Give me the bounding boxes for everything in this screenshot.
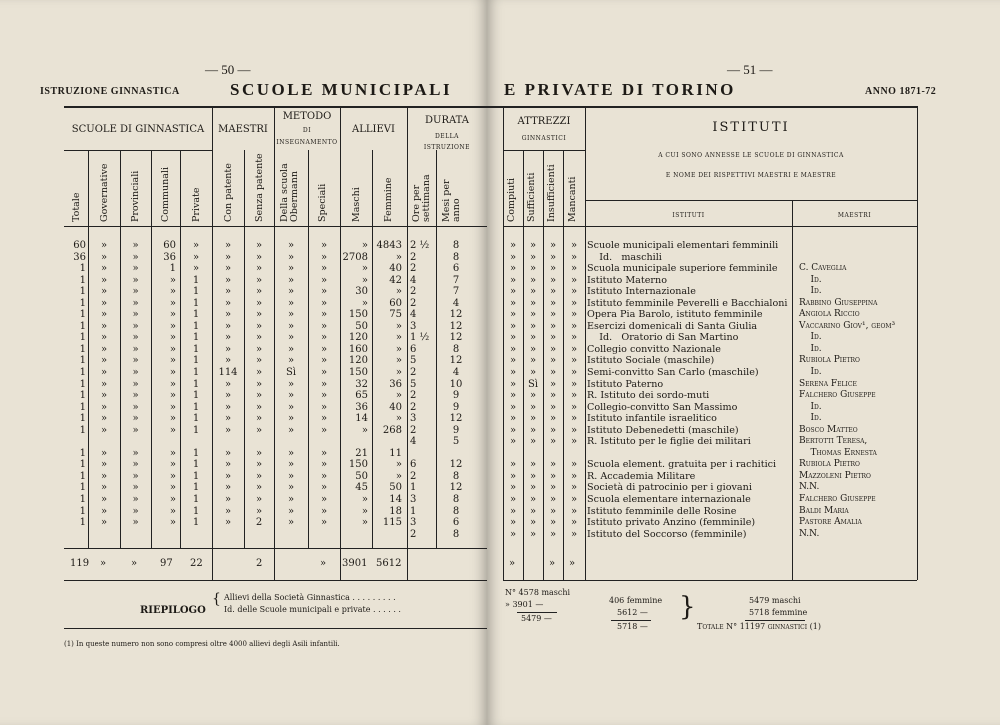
col-speciali: » » » » » » » » » » » » » » » » » » » » » » » » [320, 240, 328, 529]
col-femmine: 4843 » 40 42 » 60 75 » » » » » 36 » 40 » 268 11 » » 50 14 18 115 [376, 240, 402, 529]
col-sufficienti: » » » » » » » » » » » » Sì » » » » » » » » » » » » [527, 240, 539, 540]
table-top-rule [64, 106, 487, 108]
left-page: ISTRUZIONE GINNASTICA — 50 — SCUOLE MUNICIPALI SCUOLE DI GINNASTICA MAESTRI METODO DI INSEGNAMENTO ALLIEVI DURATA DELLA ISTRUZIONE Totale Governative Provinciali Communali Private Con patente Senza patente Della scuola Obermann Speciali Maschi Femmine Ore per settimana Mesi per anno 60 36 1 1 1 1 1 1 1 1 1 1 1 1 1 1 1 1 1 1 1 1 1 1 » » » » » » » » » » » » » » » » » » » » » » » » » » » » » » » » » » » » » » » » » » » » » » » » 60 36 1 » » » » » » » » » » » » » » » » » » » » » » » » 1 1 1 1 1 1 1 1 1 1 1 1 1 1 1 1 1 1 1 1 1 » » » » » » » » » » » 114 » » » » » » » » » » » » » » » » » » » » » » » » » » » » » » » » » » » 2 » » » » » » » » » » » Sì » » » » » » » » » » » » » » » » » » » » » » » » » » » » » » » » » » » » » 2708 » » 30 » 150 50 120 160 120 150 32 65 36 14 » 21 150 50 45 » » » 4843 » 40 42 » 60 75 » » » » » 36 » 40 » 268 11 » » 50 14 18 115 2 ½ 2 2 4 2 2 4 3 1 ½ 6 5 2 5 2 2 3 2 4 6 2 1 3 1 3 2 8 8 6 7 7 4 12 12 12 8 12 4 10 9 9 12 9 5 12 8 12 8 8 6 8 119 » » 97 22 2 » 3901 5612 RIEPILOGO { Allievi della Società Ginnastica . . . . . . . . . Id. delle Scuole municipali e private . . . . . . (1) In queste numero non sono compresi oltre 4000 allievi degli Asili infantili. [0, 0, 487, 725]
riepilogo-label: RIEPILOGO [140, 605, 206, 616]
col-compiuti: » » » » » » » » » » » » » » » » » » » » » » » » » [509, 240, 517, 540]
header-attrezzi: ATTREZZI [517, 116, 571, 127]
right-page: — 51 — E PRIVATE DI TORINO ANNO 1871-72 ATTREZZI GINNASTICI Compiuti Sufficienti Insufficienti Mancanti ISTITUTI A CUI SONO ANNESSE LE SCUOLE DI GINNASTICA E NOME DEI RISPETTIVI MAESTRI E MAESTRE ISTITUTI MAESTRI » » » » » » » » » » » » » » » » » » » » » » » » » » » » » » » » » » » » » Sì » » » » » » » » » » » » » » » » » » » » » » » » » » » » » » » » » » » » » » » » » » » » » » » » » » » » » » » » » » » » » » Scuole municipali elementari femminili Id. maschili Scuola municipale superiore femminile Istituto Materno Istituto Internazionale Istituto femminile Peverelli e Bacchialoni Opera Pia Barolo, istituto femminile Esercizi domenicali di Santa Giulia Id. Oratorio di San Martino Collegio convitto Nazionale Istituto Sociale (maschile) Semi-convitto San Carlo (maschile) Istituto Paterno R. Istituto dei sordo-muti Collegio-convitto San Massimo Istituto infantile israelitico Istituto Debenedetti (maschile) R. Istituto per le figlie dei militari Scuola element. gratuita per i rachitici R. Accademia Militare Società di patrocinio per i giovani Scuola elementare internazionale Istituto femminile delle Rosine Istituto privato Anzino (femminile) Istituto del Soccorso (femminile) C. Caveglia Id. Id. Rabbino Giuseppina Angiola Riccio Vaccarino Giov¹, geom³ Id. Id. Rubiola Pietro Id. Serena Felice Falchero Giuseppe Id. Id. Bosco Matteo Bertotti Teresa, Thomas Ernesta Rubiola Pietro Mazzoleni Pietro N.N. Falchero Giuseppe Baldi Maria Pastore Amalia N.N. » » » N° 4578 maschi » 3901 — 5479 — 406 femmine 5612 — 5718 — } 5479 maschi 5718 femmine Totale N° 11197 ginnastici (1) [487, 0, 1000, 725]
col-provinciali: » » » » » » » » » » » » » » » » » » » » » » » » [132, 240, 139, 529]
page-number-right: — 51 — [727, 62, 773, 77]
section-title: ISTRUZIONE GINNASTICA [40, 86, 180, 97]
header-maestri: MAESTRI [218, 124, 268, 135]
col-mesi: 8 8 6 7 7 4 12 12 12 8 12 4 10 9 9 12 9 5 12 8 12 8 8 6 8 [449, 240, 463, 540]
col-totale: 60 36 1 1 1 1 1 1 1 1 1 1 1 1 1 1 1 1 1 1 1 1 1 1 [73, 240, 86, 529]
col-senza-patente: » » » » » » » » » » » » » » » » » » » » » » » 2 [255, 240, 263, 529]
col-mancanti: » » » » » » » » » » » » » » » » » » » » » » » » » [570, 240, 578, 540]
col-obermann: » » » » » » » » » » » Sì » » » » » » » » » » » » [285, 240, 297, 529]
totale-ginnastici: Totale N° 11197 ginnastici (1) [697, 622, 822, 631]
header-durata: DURATA [425, 115, 469, 126]
col-communali: 60 36 1 » » » » » » » » » » » » » » » » » » » » » [163, 240, 176, 529]
col-governative: » » » » » » » » » » » » » » » » » » » » » » » » [100, 240, 108, 529]
col-maschi: » 2708 » » 30 » 150 50 120 160 120 150 32 65 36 14 » 21 150 50 45 » » » [342, 240, 368, 529]
footnote: (1) In queste numero non sono compresi oltre 4000 allievi degli Asili infantili. [64, 640, 340, 648]
header-scuole: SCUOLE DI GINNASTICA [71, 124, 205, 135]
header-metodo: METODO [282, 111, 332, 122]
header-allievi: ALLIEVI [352, 124, 395, 135]
col-istituti: Scuole municipali elementari femminili Id. maschili Scuola municipale superiore femminile Istituto Materno Istituto Internazionale Istituto femminile Peverelli e Bacchialoni Opera Pia Barolo, istituto femminile Esercizi domenicali di Santa Giulia Id. Oratorio di San Martino Collegio convitto Nazionale Istituto Sociale (maschile) Semi-convitto San Carlo (maschile) Istituto Paterno R. Istituto dei sordo-muti Collegio-convitto San Massimo Istituto infantile israelitico Istituto Debenedetti (maschile) R. Istituto per le figlie dei militari Scuola element. gratuita per i rachitici R. Accademia Militare Società di patrocinio per i giovani Scuola elementare internazionale Istituto femminile delle Rosine Istituto privato Anzino (femminile) Istituto del Soccorso (femminile) [587, 240, 788, 540]
col-ore: 2 ½ 2 2 4 2 2 4 3 1 ½ 6 5 2 5 2 2 3 2 4 6 2 1 3 1 3 2 [410, 240, 430, 540]
page-title-left: SCUOLE MUNICIPALI [230, 80, 453, 99]
header-istituti: ISTITUTI [712, 120, 790, 135]
year-label: ANNO 1871-72 [865, 86, 937, 97]
col-con-patente: » » » » » » » » » » » 114 » » » » » » » » » » » » [218, 240, 238, 529]
col-maestri: C. Caveglia Id. Id. Rabbino Giuseppina Angiola Riccio Vaccarino Giov¹, geom³ Id. Id. Rubiola Pietro Id. Serena Felice Falchero Giuseppe Id. Id. Bosco Matteo Bertotti Teresa, Thomas Ernesta Rubiola Pietro Mazzoleni Pietro N.N. Falchero Giuseppe Baldi Maria Pastore Amalia N.N. [799, 263, 896, 539]
total-totale: 119 [70, 558, 90, 569]
col-insufficienti: » » » » » » » » » » » » » » » » » » » » » » » » » [549, 240, 557, 540]
header-bottom-rule [64, 226, 487, 227]
page-title-right: E PRIVATE DI TORINO [504, 80, 736, 99]
page-number-left: — 50 — [205, 62, 251, 77]
col-private: » » » 1 1 1 1 1 1 1 1 1 1 1 1 1 1 1 1 1 1 1 1 1 [192, 240, 200, 529]
subheader-totale: Totale [71, 192, 82, 222]
